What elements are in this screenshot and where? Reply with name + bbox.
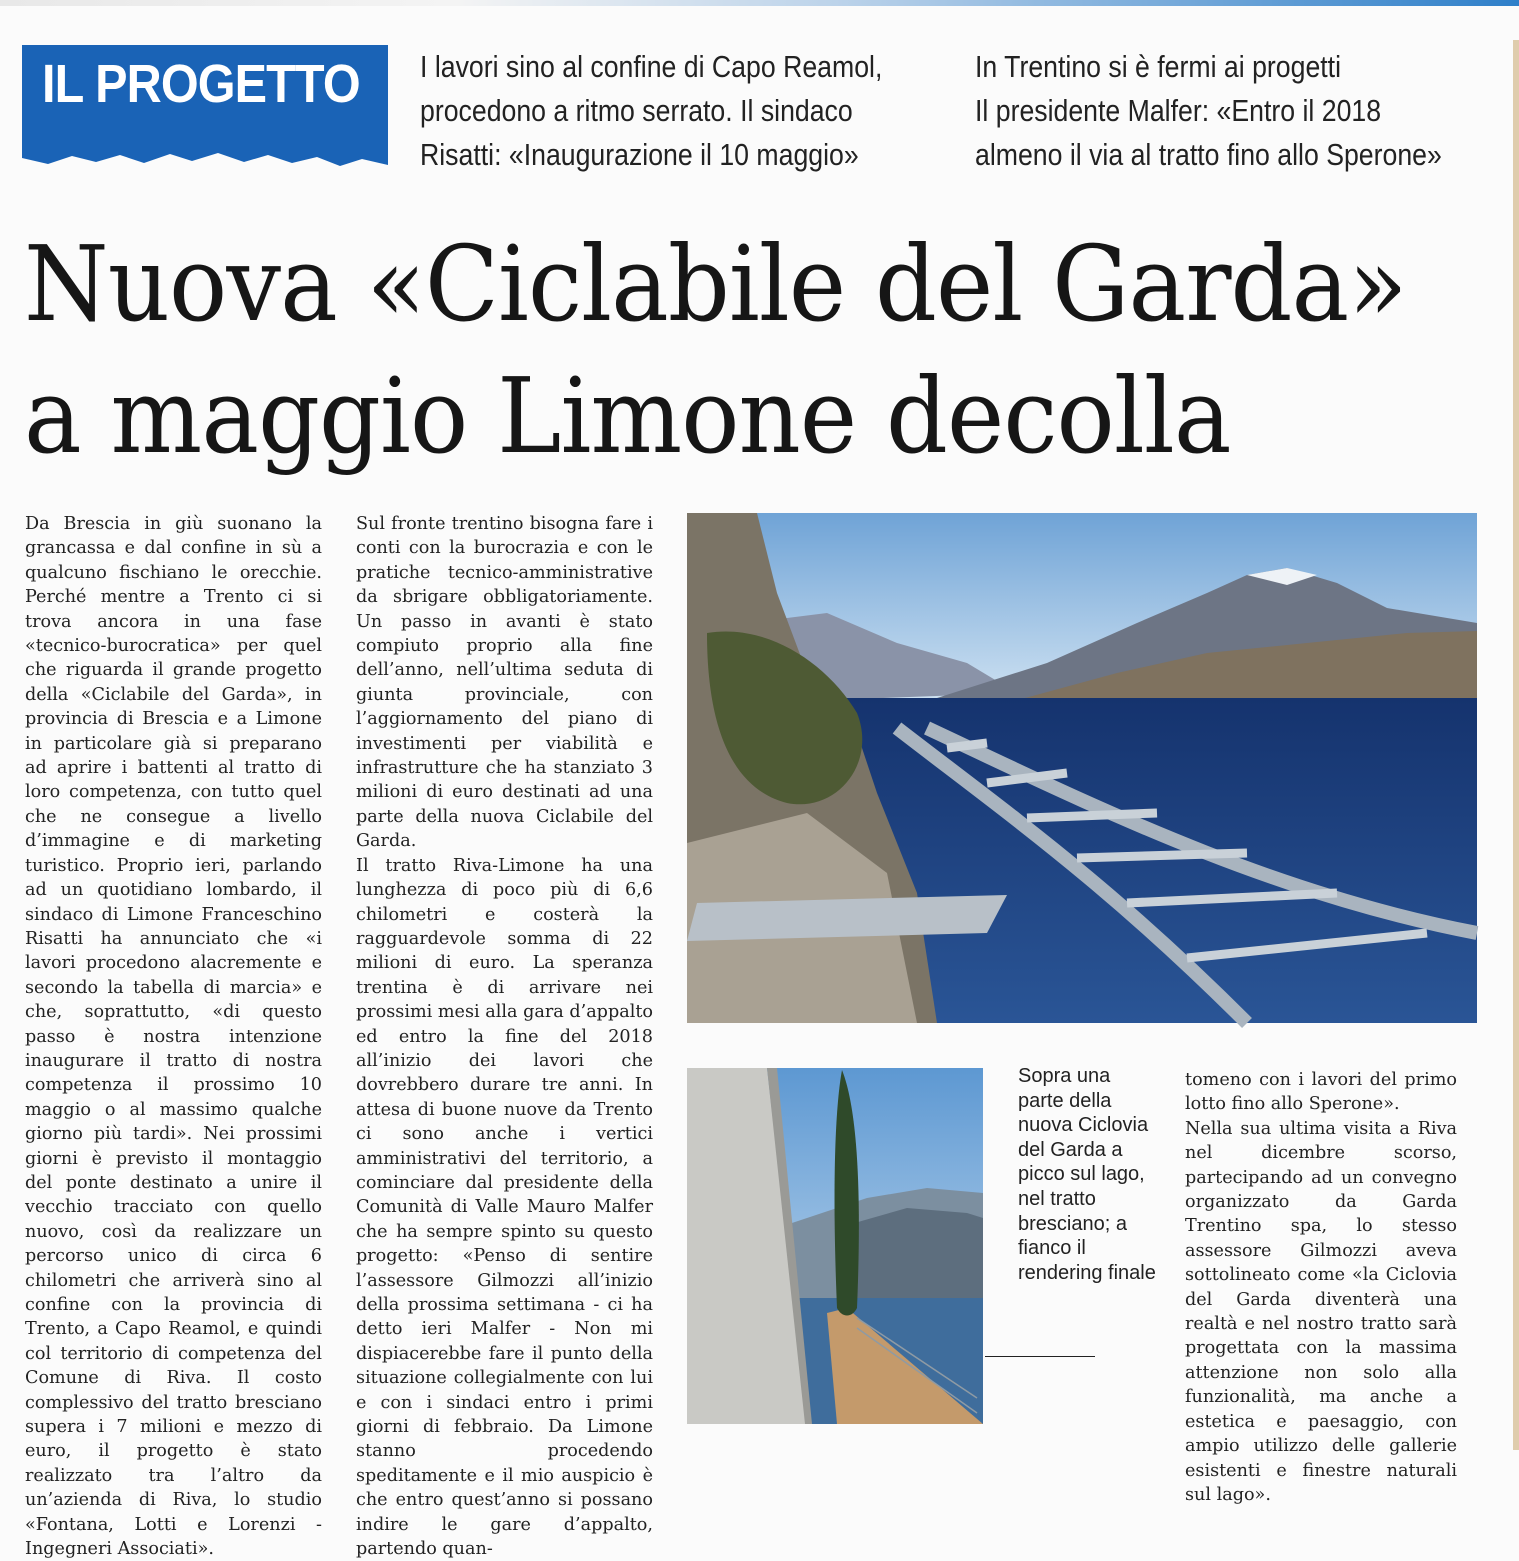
article-paragraph: Sul fronte trentino bisogna fare i conti con la burocrazia e con le pratiche tecnico-amministrative da sbrigare obbligatoriamente. Un passo in avanti è stato compiuto proprio alla fine dell’anno, nell’ultima seduta di giunta provinciale, con l’aggiornamento del piano di investimenti per viabilità e infrastrutture che ha stanziato 3 milioni di euro destinati ad una parte della nuova Ciclabile del Garda. bbox=[356, 514, 653, 852]
article-paragraph: Da Brescia in giù suonano la grancassa e dal confine in sù a qualcuno fischiano le orecchie. Perché mentre a Trento ci si trova ancora in una fase «tecnico-burocratica» per quel che riguarda il grande progetto della «Ciclabile del Garda», in provincia di Brescia e a Limone in particolare già si preparano ad aprire i battenti al tratto di loro competenza, con tutto quel che ne consegue a livello d’immagine e di marketing turistico. Proprio ieri, parlando ad un quotidiano lombardo, il sindaco di Limone Franceschino Risatti ha annunciato che «i lavori procedono alacremente e secondo la tabella di marcia» e che, soprattutto, «di questo passo è nostra intenzione inaugurare il tratto di nostra competenza il prossimo 10 maggio o al massimo qualche giorno più tardi». Nei prossimi giorni è previsto il montaggio del ponte destinato a unire il vecchio tracciato con quello nuovo, così da realizzare un percorso unico di circa 6 chilometri che arriverà sino al confine con la provincia di Trento, a Capo Reamol, e quindi col territorio di competenza del Comune di Riva. Il costo complessivo del tratto bresciano supera i 7 milioni e mezzo di euro, il progetto è stato realizzato tra l’altro da un’azienda di Riva, lo studio «Fontana, Lotti e Lorenzi - Ingegneri Associati». bbox=[25, 514, 322, 1560]
headline bbox=[24, 218, 1406, 482]
caption-rule bbox=[985, 1356, 1095, 1357]
top-rule bbox=[0, 0, 1519, 6]
photo-lake-garda bbox=[687, 513, 1477, 1023]
article-paragraph: Nella sua ultima visita a Riva nel dicembre scorso, partecipando ad un convegno organizzato da Garda Trentino spa, lo stesso assessore Gilmozzi aveva sottolineato come «la Ciclovia del Garda diventerà una realtà e nel nostro tratto sarà progettata con la massima attenzione non solo alla funzionalità, ma anche a estetica e paesaggio, con ampio utilizzo delle gallerie esistenti e finestre naturali sul lago». bbox=[1185, 1118, 1457, 1505]
deck-line: I lavori sino al confine di Capo Reamol, bbox=[420, 49, 883, 84]
headline-line-1: Nuova «Ciclabile del Garda» bbox=[24, 223, 1407, 345]
article-column-2 bbox=[356, 512, 653, 1560]
kicker-label: IL PROGETTO bbox=[42, 54, 360, 114]
main-photo-cycle-path bbox=[687, 513, 1477, 1023]
photo-rendering-walkway bbox=[687, 1068, 983, 1424]
deck-left bbox=[420, 45, 882, 177]
section-kicker bbox=[22, 45, 388, 173]
deck-line: Risatti: «Inaugurazione il 10 maggio» bbox=[420, 137, 859, 172]
rendering-photo bbox=[687, 1068, 983, 1424]
deck-right bbox=[975, 45, 1442, 177]
article-paragraph: Il tratto Riva-Limone ha una lunghezza di poco più di 6,6 chilometri e costerà la ragguardevole somma di 22 milioni di euro. La speranza trentina è di arrivare nei prossimi mesi alla gara d’appalto ed entro la fine del 2018 all’inizio dei lavori che dovrebbero durare tre anni. In attesa di buone nuove da Trento ci sono anche i vertici amministrativi del territorio, a cominciare dal presidente della Comunità di Valle Mauro Malfer che ha sempre spinto su questo progetto: «Penso di sentire l’assessore Gilmozzi all’inizio della prossima settimana - ci ha detto ieri Malfer - Non mi dispiacerebbe fare il punto della situazione collegialmente con lui e con i sindaci entro i primi giorni di febbraio. Da Limone stanno procedendo speditamente e il mio auspicio è che entro quest’anno si possano indire le gare d’appalto, partendo quan- bbox=[356, 855, 653, 1560]
page-edge bbox=[1513, 40, 1519, 1450]
article-column-1 bbox=[25, 512, 322, 1560]
headline-line-2: a maggio Limone decolla bbox=[24, 355, 1231, 477]
deck-line: Il presidente Malfer: «Entro il 2018 bbox=[975, 93, 1382, 128]
deck-line: In Trentino si è fermi ai progetti bbox=[975, 49, 1342, 84]
photo-caption: Sopra una parte della nuova Ciclovia del Garda a picco sul lago, nel tratto bresciano; a fianco il rendering finale bbox=[1018, 1065, 1156, 1284]
article-paragraph: tomeno con i lavori del primo lotto fino allo Sperone». bbox=[1185, 1070, 1457, 1115]
article-column-4 bbox=[1185, 1068, 1457, 1505]
deck-line: procedono a ritmo serrato. Il sindaco bbox=[420, 93, 853, 128]
deck-line: almeno il via al tratto fino allo Sperone» bbox=[975, 137, 1442, 172]
